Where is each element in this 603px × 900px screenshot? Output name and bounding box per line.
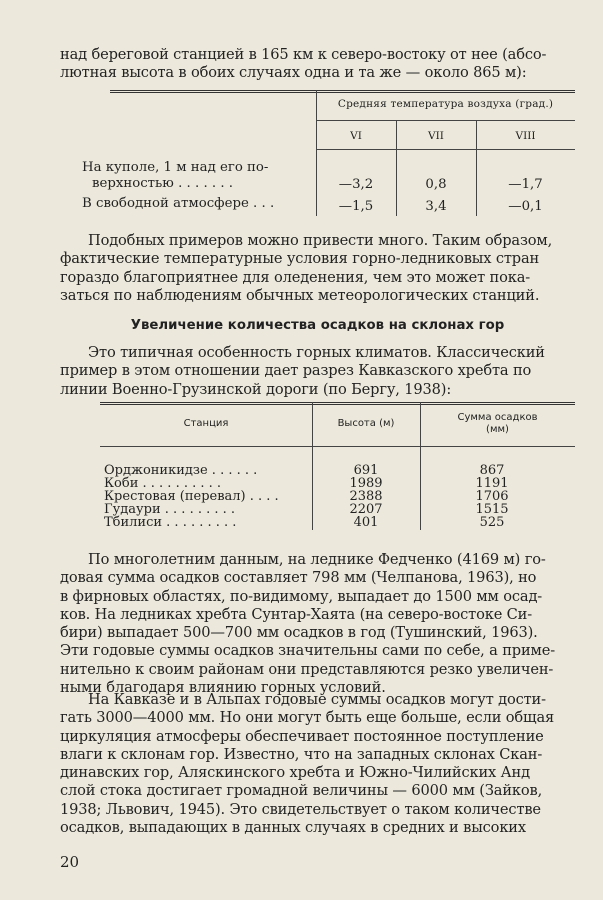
row-label: [82, 160, 268, 192]
text-line: бири) выпадает 500—700 мм осадков в год (Тушинский, 1963).: [60, 624, 538, 642]
table-cell: —3,2: [338, 177, 374, 192]
text-line: По многолетним данным, на леднике Федченко (4169 м) го-: [88, 551, 546, 568]
table-row-station: Гудаури . . . . . . . . .: [104, 502, 236, 517]
text-line: влаги к склонам гор. Известно, что на западных склонах Скан-: [60, 745, 543, 763]
table-header-rule: [100, 446, 575, 447]
paragraph-before-table2: [60, 344, 575, 399]
text-line: в фирновых областях, по-видимому, выпадает до 1500 мм осад-: [60, 587, 543, 605]
text-line: гораздо благоприятнее для оледенения, чем это может пока-: [60, 268, 531, 286]
temperature-table: [60, 90, 575, 220]
row-label: В свободной атмосфере . . .: [82, 196, 275, 211]
text-line: над береговой станцией в 165 км к северо-востоку от нее (абсо-: [60, 46, 547, 63]
row-label-line: верхностью . . . . . . .: [92, 176, 234, 191]
text-line: слой стока достигает громадной величины — 6000 мм (Зайков,: [60, 782, 543, 800]
paragraph-main2: [60, 691, 575, 837]
table-cell: 401: [353, 515, 379, 530]
precipitation-table: [100, 402, 575, 532]
text-line: Подобных примеров можно привести много. Таким образом,: [88, 232, 553, 249]
page-number: 20: [60, 853, 80, 871]
text-line: На Кавказе и в Альпах годовые суммы осадков могут дости-: [88, 691, 546, 708]
table-cell: 0,8: [425, 177, 447, 192]
text-line: Эти годовые суммы осадков значительны сами по себе, а приме-: [60, 642, 556, 660]
text-line: ков. На ледниках хребта Сунтар-Хаята (на северо-востоке Си-: [60, 605, 533, 623]
table-cell: 691: [353, 463, 379, 478]
table-cell: 3,4: [425, 199, 447, 214]
text-line: 1938; Львович, 1945). Это свидетельствует о таком количестве: [60, 800, 541, 818]
text-line: гать 3000—4000 мм. Но они могут быть еще больше, если общая: [60, 709, 555, 727]
text-line: нительно к своим районам они представляются резко увеличен-: [60, 660, 554, 678]
text-line: фактические температурные условия горно-ледниковых стран: [60, 250, 540, 268]
table-cell: —0,1: [508, 199, 543, 214]
header-line: (мм): [486, 424, 509, 435]
column-header-station: Станция: [183, 418, 229, 429]
table-cell: —1,5: [338, 199, 374, 214]
column-header-height: Высота (м): [337, 418, 395, 429]
table-header: Средняя температура воздуха (град.): [337, 98, 554, 110]
table-cell: 1989: [349, 476, 383, 491]
table-header-bottom-rule: [316, 149, 575, 150]
text-line: циркуляция атмосферы обеспечивает постоянное поступление: [60, 727, 544, 745]
header-line: Сумма осадков: [457, 412, 538, 423]
table-cell: 1706: [475, 489, 509, 504]
column-header: VII: [428, 130, 444, 142]
table-cell: 867: [479, 463, 505, 478]
column-header-precip: [420, 412, 575, 436]
table-row-station: Тбилиси . . . . . . . . .: [104, 515, 237, 530]
text-line: лютная высота в обоих случаях одна и та же — около 865 м):: [60, 64, 527, 82]
table-cell: 525: [479, 515, 505, 530]
text-line: довая сумма осадков составляет 798 мм (Челпанова, 1963), но: [60, 569, 537, 587]
text-line: динавских гор, Аляскинского хребта и Южно-Чилийских Анд: [60, 764, 530, 782]
row-label-line: На куполе, 1 м над его по-: [82, 160, 269, 175]
table-cell: 1191: [475, 476, 509, 491]
table-row-station: Крестовая (перевал) . . . .: [104, 489, 279, 504]
column-header: VI: [350, 130, 362, 142]
text-line: заться по наблюдениям обычных метеорологических станций.: [60, 286, 540, 304]
table-cell: 1515: [475, 502, 509, 517]
section-heading: Увеличение количества осадков на склонах гор: [130, 318, 505, 333]
table-row-station: Коби . . . . . . . . . .: [104, 476, 222, 491]
table-cell: 2207: [349, 502, 383, 517]
table-header-rule: [316, 120, 575, 121]
table-top-rule: [110, 90, 575, 93]
text-line: осадков, выпадающих в данных случаях в средних и высоких: [60, 819, 526, 837]
table-row-station: Орджоникидзе . . . . . .: [104, 463, 258, 478]
table-cell: —1,7: [508, 177, 543, 192]
table-cell: 2388: [349, 489, 383, 504]
text-line: линии Военно-Грузинской дороги (по Бергу, 1938):: [60, 380, 452, 398]
paragraph-top: [60, 46, 575, 83]
text-line: ными благодаря влиянию горных условий.: [60, 679, 386, 697]
paragraph-main1: [60, 551, 575, 697]
text-line: пример в этом отношении дает разрез Кавказского хребта по: [60, 362, 532, 380]
column-header: VIII: [515, 130, 536, 142]
table-top-rule: [100, 402, 575, 405]
text-line: Это типичная особенность горных климатов. Классический: [88, 344, 545, 361]
paragraph-after-table1: [60, 232, 575, 305]
